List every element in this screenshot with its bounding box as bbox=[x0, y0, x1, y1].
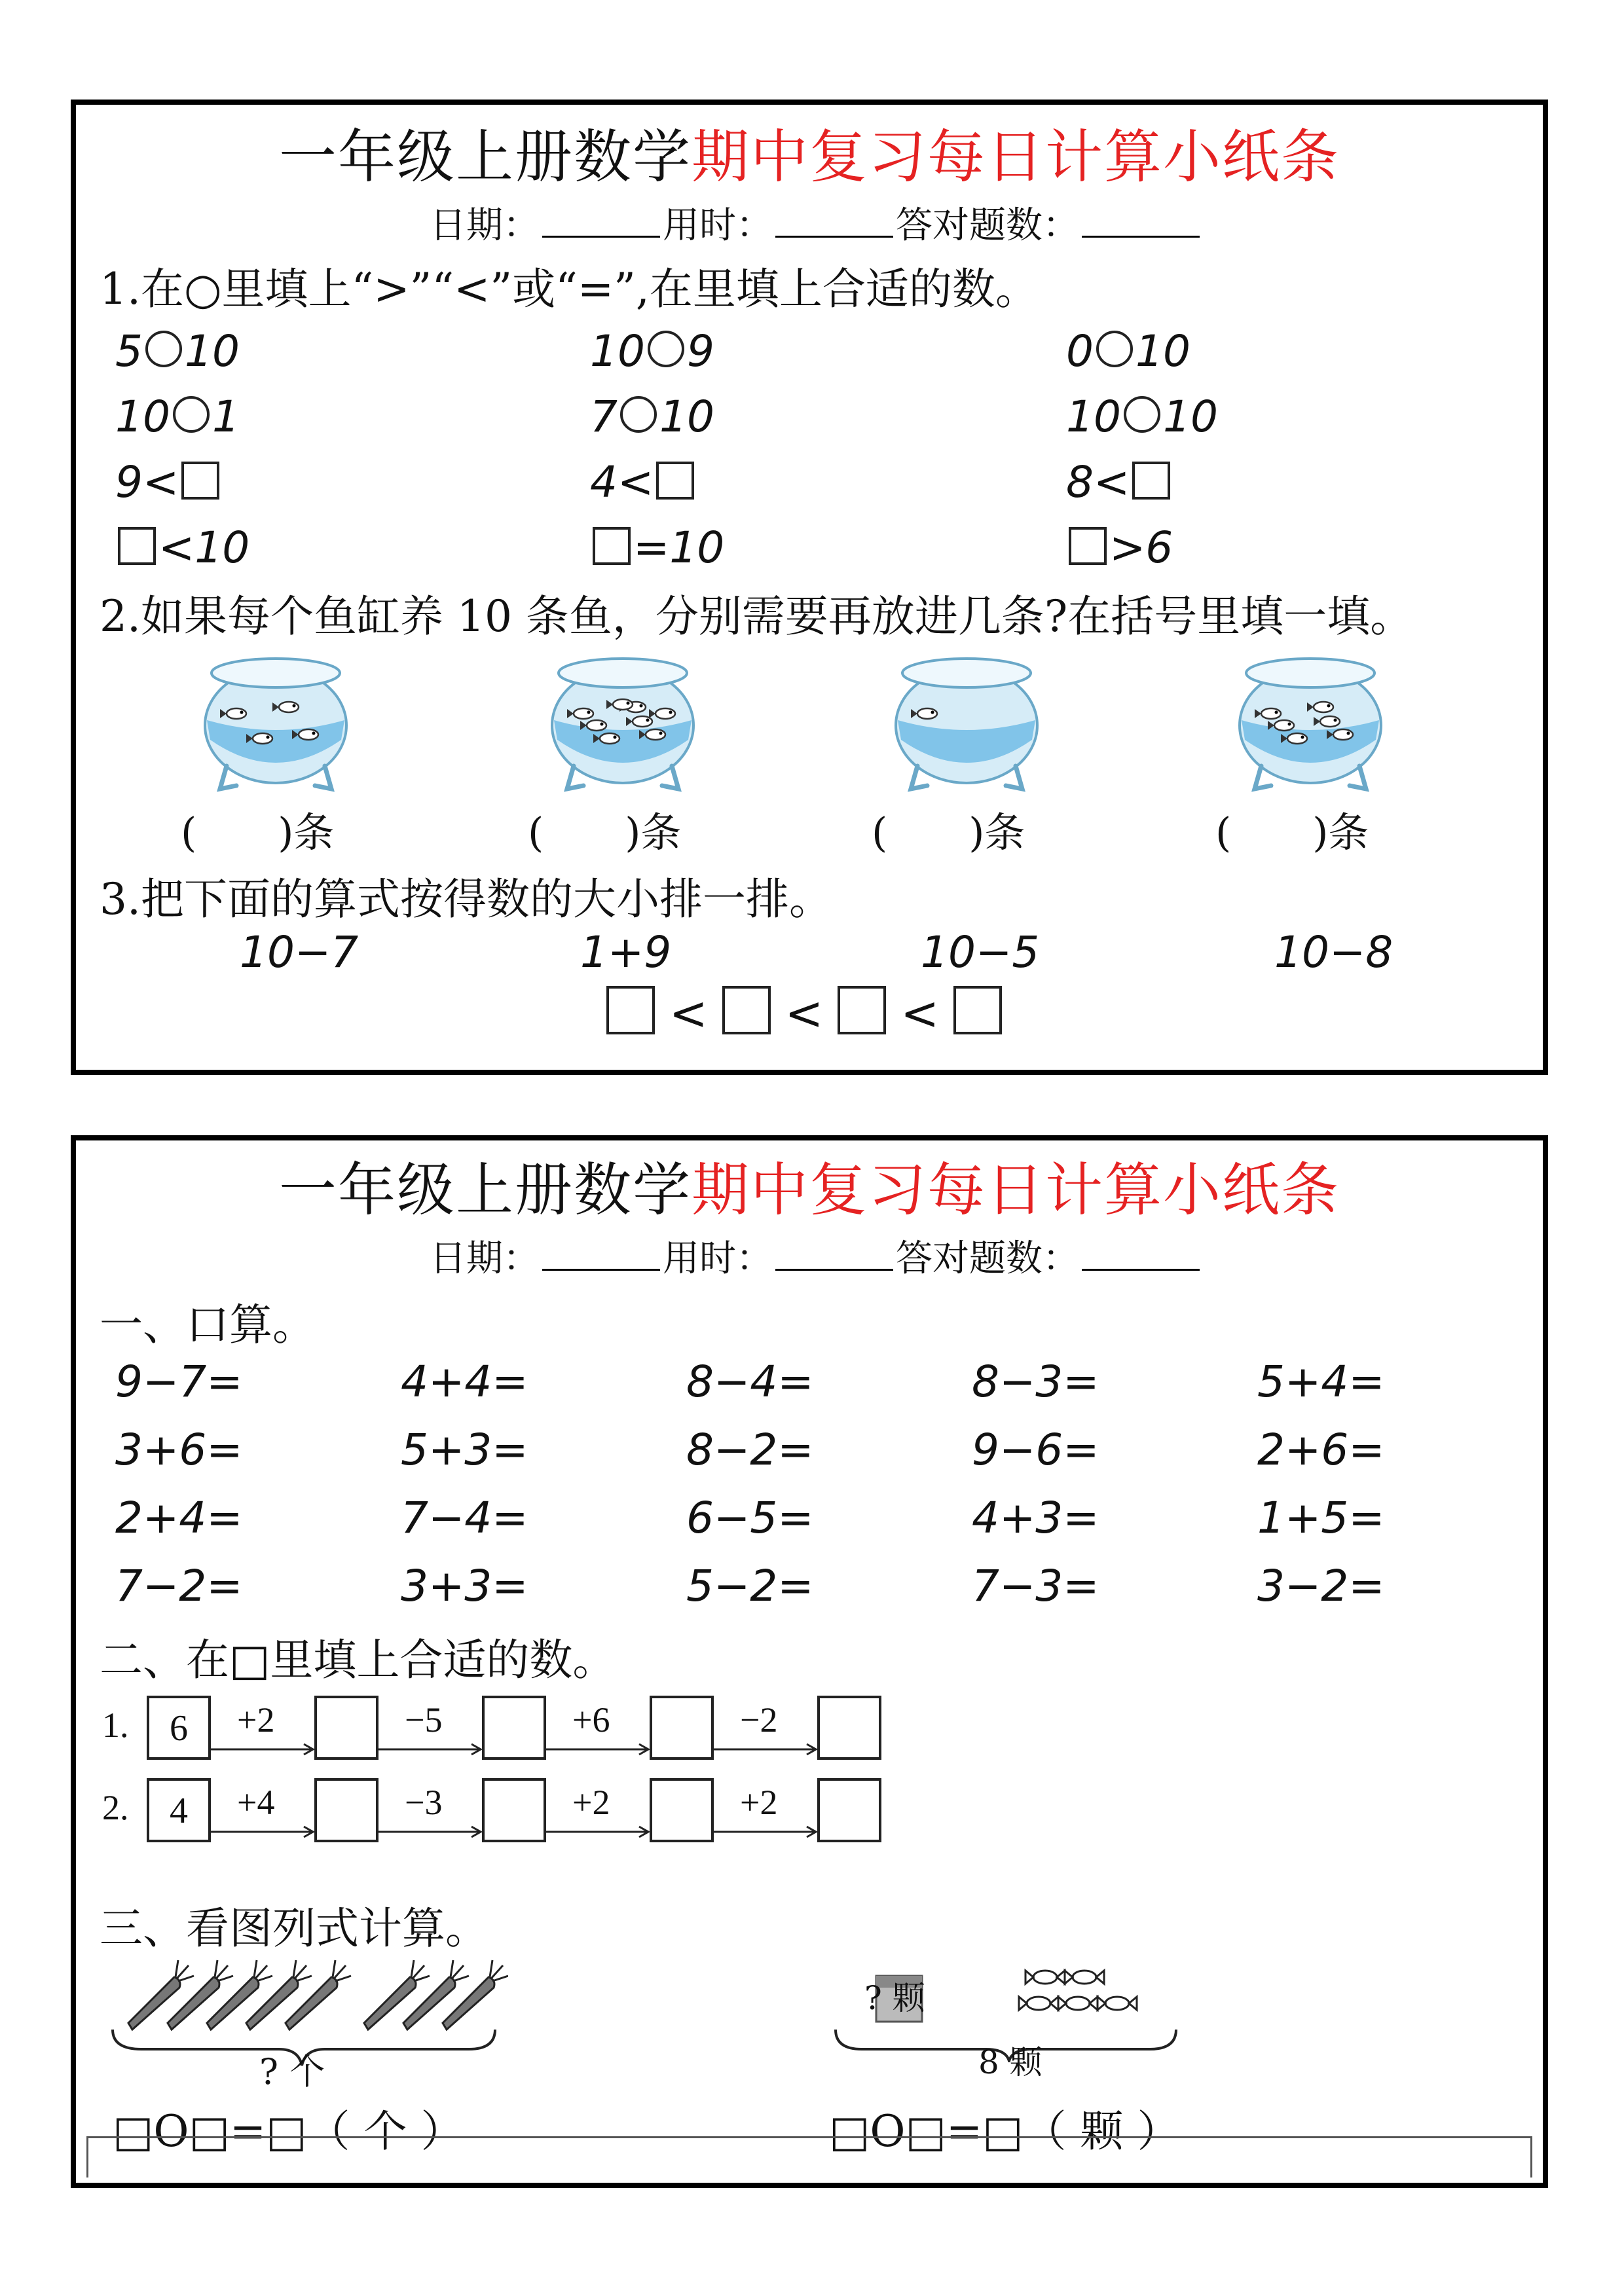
fill-item: =10 bbox=[590, 522, 724, 573]
candy-icon bbox=[1019, 1997, 1058, 2010]
arrow-right-icon bbox=[378, 1741, 482, 1757]
compare-circle[interactable] bbox=[1096, 331, 1133, 367]
oral-problem[interactable]: 8−4= bbox=[686, 1357, 814, 1407]
chain-op-label: +2 bbox=[740, 1783, 778, 1822]
s1-heading: 一、口算。 bbox=[100, 1300, 316, 1350]
order-box-4[interactable] bbox=[953, 986, 1002, 1034]
oral-problem[interactable]: 3+3= bbox=[401, 1561, 528, 1611]
oral-problem[interactable]: 5+4= bbox=[1257, 1357, 1385, 1407]
lt-sign: < bbox=[669, 987, 708, 1040]
compare-item: 7 10 bbox=[590, 392, 714, 442]
fill-box[interactable] bbox=[593, 527, 631, 565]
chain-answer-box[interactable] bbox=[314, 1778, 378, 1842]
oral-problem[interactable]: 5−2= bbox=[686, 1561, 814, 1611]
order-expr: 10−7 bbox=[240, 927, 359, 977]
chain-label: 1. bbox=[102, 1705, 129, 1745]
chain-answer-box[interactable] bbox=[817, 1778, 881, 1842]
compare-item: 10 1 bbox=[115, 392, 240, 442]
order-expr: 1+9 bbox=[580, 927, 672, 977]
candy-answer[interactable]: □O□=□（ 颗 ） bbox=[829, 2106, 1181, 2157]
fish-answer-label[interactable]: ( )条 bbox=[1215, 809, 1369, 856]
fish-bowl-icon bbox=[547, 655, 698, 799]
fill-item: >6 bbox=[1066, 522, 1173, 573]
order-boxes bbox=[606, 986, 1002, 1040]
lt-sign: < bbox=[784, 987, 824, 1040]
arrow-right-icon bbox=[546, 1824, 650, 1840]
fill-item: 4< bbox=[590, 457, 697, 507]
fish-answer-label[interactable]: ( )条 bbox=[181, 809, 335, 856]
fill-box[interactable] bbox=[1132, 462, 1170, 500]
card2-meta-row: 日期： 用时： 答对题数： bbox=[430, 1230, 1202, 1282]
fish-bowl-icon bbox=[891, 655, 1042, 799]
fill-box[interactable] bbox=[118, 527, 156, 565]
card1-meta-row: 日期： 用时： 答对题数： bbox=[430, 196, 1202, 249]
time-blank[interactable] bbox=[775, 1236, 893, 1271]
s3-heading: 三、看图列式计算。 bbox=[100, 1903, 489, 1954]
chain-start-box: 4 bbox=[147, 1778, 211, 1842]
chain-op-label: +6 bbox=[572, 1700, 610, 1740]
chain-answer-box[interactable] bbox=[817, 1696, 881, 1760]
oral-problem[interactable]: 2+4= bbox=[115, 1493, 243, 1543]
oral-problem[interactable]: 4+3= bbox=[972, 1493, 1099, 1543]
candy-brace-label: 8 颗 bbox=[978, 2043, 1043, 2081]
candy-icon bbox=[1025, 1971, 1065, 1984]
order-expr: 10−5 bbox=[921, 927, 1040, 977]
lt-sign: < bbox=[900, 987, 939, 1040]
arrow-right-icon bbox=[378, 1824, 482, 1840]
compare-circle[interactable] bbox=[620, 396, 657, 433]
fill-item: <10 bbox=[115, 522, 249, 573]
compare-item: 10 9 bbox=[590, 326, 714, 376]
date-blank[interactable] bbox=[542, 203, 660, 238]
compare-circle[interactable] bbox=[648, 331, 684, 367]
chain-answer-box[interactable] bbox=[482, 1696, 546, 1760]
arrow-right-icon bbox=[546, 1741, 650, 1757]
fill-box[interactable] bbox=[181, 462, 219, 500]
chain-answer-box[interactable] bbox=[650, 1696, 714, 1760]
fill-item: 8< bbox=[1066, 457, 1173, 507]
worksheet-card-1 bbox=[71, 100, 1548, 1075]
chain-op-label: +2 bbox=[237, 1700, 275, 1740]
order-expr: 10−8 bbox=[1274, 927, 1393, 977]
order-box-2[interactable] bbox=[722, 986, 771, 1034]
arrow-right-icon bbox=[211, 1741, 314, 1757]
arrow-right-icon bbox=[714, 1824, 817, 1840]
oral-problem[interactable]: 3−2= bbox=[1257, 1561, 1385, 1611]
order-box-1[interactable] bbox=[606, 986, 655, 1034]
s2-heading: 二、在□里填上合适的数。 bbox=[100, 1635, 616, 1685]
chain-op-label: −2 bbox=[740, 1700, 778, 1740]
chain-op-label: −3 bbox=[405, 1783, 443, 1822]
q1-heading: 1.在○里填上“>”“<”或“=”,在里填上合适的数。 bbox=[100, 264, 1039, 314]
carrot-answer[interactable]: □O□=□（ 个 ） bbox=[113, 2106, 464, 2157]
correct-blank[interactable] bbox=[1082, 1236, 1200, 1271]
candy-icon bbox=[1058, 1997, 1098, 2010]
worksheet-card-2 bbox=[71, 1135, 1548, 2188]
compare-item: 5 10 bbox=[115, 326, 240, 376]
oral-problem[interactable]: 5+3= bbox=[401, 1425, 528, 1475]
card2-title: 一年级上册数学期中复习每日计算小纸条 bbox=[278, 1156, 1340, 1224]
chain-op-label: +4 bbox=[237, 1783, 275, 1822]
fish-answer-label[interactable]: ( )条 bbox=[528, 809, 682, 856]
oral-problem[interactable]: 6−5= bbox=[686, 1493, 814, 1543]
bottom-frame-line bbox=[86, 2136, 1532, 2178]
fish-bowl-icon bbox=[1235, 655, 1386, 799]
q3-heading: 3.把下面的算式按得数的大小排一排。 bbox=[100, 874, 832, 924]
oral-problem[interactable]: 7−4= bbox=[401, 1493, 528, 1543]
oral-problem[interactable]: 8−3= bbox=[972, 1357, 1099, 1407]
fish-bowl-icon bbox=[200, 655, 351, 799]
chain-answer-box[interactable] bbox=[482, 1778, 546, 1842]
fill-item: 9< bbox=[115, 457, 222, 507]
fill-box[interactable] bbox=[656, 462, 694, 500]
oral-problem[interactable]: 2+6= bbox=[1257, 1425, 1385, 1475]
candy-box-label: ? 颗 bbox=[864, 1979, 925, 2017]
chain-op-label: −5 bbox=[405, 1700, 443, 1740]
chain-label: 2. bbox=[102, 1788, 129, 1827]
compare-circle[interactable] bbox=[173, 396, 210, 433]
order-box-3[interactable] bbox=[838, 986, 886, 1034]
fish-answer-label[interactable]: ( )条 bbox=[872, 809, 1025, 856]
oral-problem[interactable]: 7−3= bbox=[972, 1561, 1099, 1611]
compare-item: 0 10 bbox=[1066, 326, 1190, 376]
chain-op-label: +2 bbox=[572, 1783, 610, 1822]
arrow-right-icon bbox=[714, 1741, 817, 1757]
oral-problem[interactable]: 8−2= bbox=[686, 1425, 814, 1475]
oral-problem[interactable]: 4+4= bbox=[401, 1357, 528, 1407]
time-blank[interactable] bbox=[775, 203, 893, 238]
compare-circle[interactable] bbox=[1124, 396, 1160, 433]
chain-start-box: 6 bbox=[147, 1696, 211, 1760]
oral-problem[interactable]: 1+5= bbox=[1257, 1493, 1385, 1543]
oral-problem[interactable]: 9−7= bbox=[115, 1357, 243, 1407]
candy-icon bbox=[1098, 1997, 1137, 2010]
q2-heading: 2.如果每个鱼缸养 10 条鱼，分别需要再放进几条?在括号里填一填。 bbox=[100, 591, 1414, 642]
carrot-brace-label: ? 个 bbox=[259, 2051, 325, 2092]
date-blank[interactable] bbox=[542, 1236, 660, 1271]
arrow-right-icon bbox=[211, 1824, 314, 1840]
compare-circle[interactable] bbox=[145, 331, 182, 367]
oral-problem[interactable]: 9−6= bbox=[972, 1425, 1099, 1475]
card1-title: 一年级上册数学期中复习每日计算小纸条 bbox=[278, 123, 1340, 191]
fill-box[interactable] bbox=[1069, 527, 1107, 565]
oral-problem[interactable]: 3+6= bbox=[115, 1425, 243, 1475]
chain-answer-box[interactable] bbox=[650, 1778, 714, 1842]
correct-blank[interactable] bbox=[1082, 203, 1200, 238]
oral-problem[interactable]: 7−2= bbox=[115, 1561, 243, 1611]
chain-answer-box[interactable] bbox=[314, 1696, 378, 1760]
candy-icon bbox=[1065, 1971, 1104, 1984]
compare-item: 10 10 bbox=[1066, 392, 1218, 442]
